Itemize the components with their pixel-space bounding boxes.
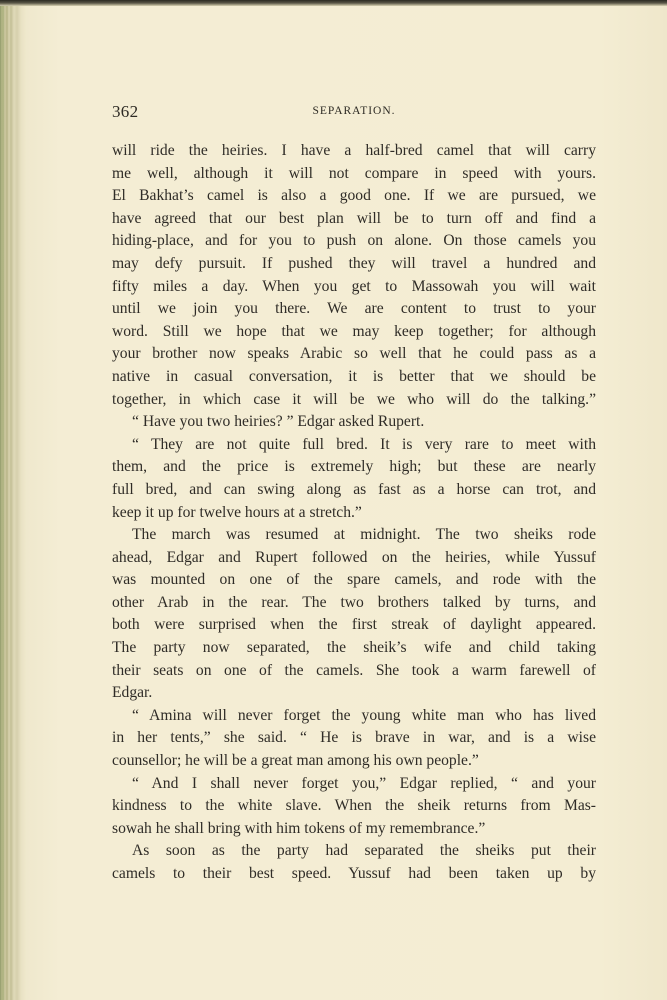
text-line: “ And I shall never forget you,” Edgar replied, “ and your [132, 774, 596, 792]
text-line: have agreed that our best plan will be to turn off and find a [112, 209, 596, 227]
text-line: kindness to the white slave. When the sheik returns from Mas- [112, 797, 596, 815]
text-line: counsellor; he will be a great man among his own people.” [112, 752, 479, 770]
text-line: until we join you there. We are content to trust to your [112, 300, 596, 318]
text-line: native in casual conversation, it is better that we should be [112, 367, 596, 385]
text-line: keep it up for twelve hours at a stretch.” [112, 503, 362, 521]
text-line: sowah he shall bring with him tokens of my remembrance.” [112, 819, 486, 837]
text-line: both were surprised when the first streak of daylight appeared. [112, 616, 596, 634]
text-line: “ Have you two heiries? ” Edgar asked Rupert. [132, 413, 425, 431]
book-binding-gutter [0, 6, 26, 1000]
text-line: your brother now speaks Arabic so well that he could pass as a [112, 345, 596, 363]
text-line: fifty miles a day. When you get to Massowah you will wait [112, 277, 596, 295]
text-line: together, in which case it will be we who will do the talking.” [112, 390, 596, 408]
text-line: their seats on one of the camels. She took a warm farewell of [112, 661, 596, 679]
text-line: ahead, Edgar and Rupert followed on the heiries, while Yussuf [112, 548, 596, 566]
text-line: Edgar. [112, 684, 153, 702]
body-text [112, 140, 596, 886]
text-line: full bred, and can swing along as fast as a horse can trot, and [112, 480, 596, 498]
text-line: may defy pursuit. If pushed they will travel a hundred and [112, 254, 596, 272]
text-line: word. Still we hope that we may keep together; for although [112, 322, 596, 340]
text-line: The march was resumed at midnight. The two sheiks rode [132, 526, 596, 544]
text-line: “ Amina will never forget the young white man who has lived [132, 706, 596, 724]
page-header [112, 100, 596, 126]
page-top-edge [0, 0, 667, 6]
page-number: 362 [112, 102, 139, 121]
text-line: El Bakhat’s camel is also a good one. If we are pursued, we [112, 187, 596, 205]
text-line: will ride the heiries. I have a half-bred camel that will carry [112, 142, 596, 159]
text-line: me well, although it will not compare in speed with yours. [112, 164, 596, 182]
text-line: in her tents,” she said. “ He is brave in war, and is a wise [112, 729, 596, 747]
text-line: The party now separated, the sheik’s wife and child taking [112, 639, 596, 657]
text-line: them, and the price is extremely high; but these are nearly [112, 458, 596, 476]
text-line: was mounted on one of the spare camels, and rode with the [112, 571, 596, 589]
text-line: hiding-place, and for you to push on alone. On those camels you [112, 232, 596, 250]
running-head: SEPARATION. [312, 105, 396, 117]
text-line: other Arab in the rear. The two brothers talked by turns, and [112, 593, 596, 611]
text-line: “ They are not quite full bred. It is very rare to meet with [132, 435, 596, 453]
text-line: camels to their best speed. Yussuf had been taken up by [112, 865, 596, 882]
text-line: As soon as the party had separated the sheiks put their [132, 842, 596, 860]
